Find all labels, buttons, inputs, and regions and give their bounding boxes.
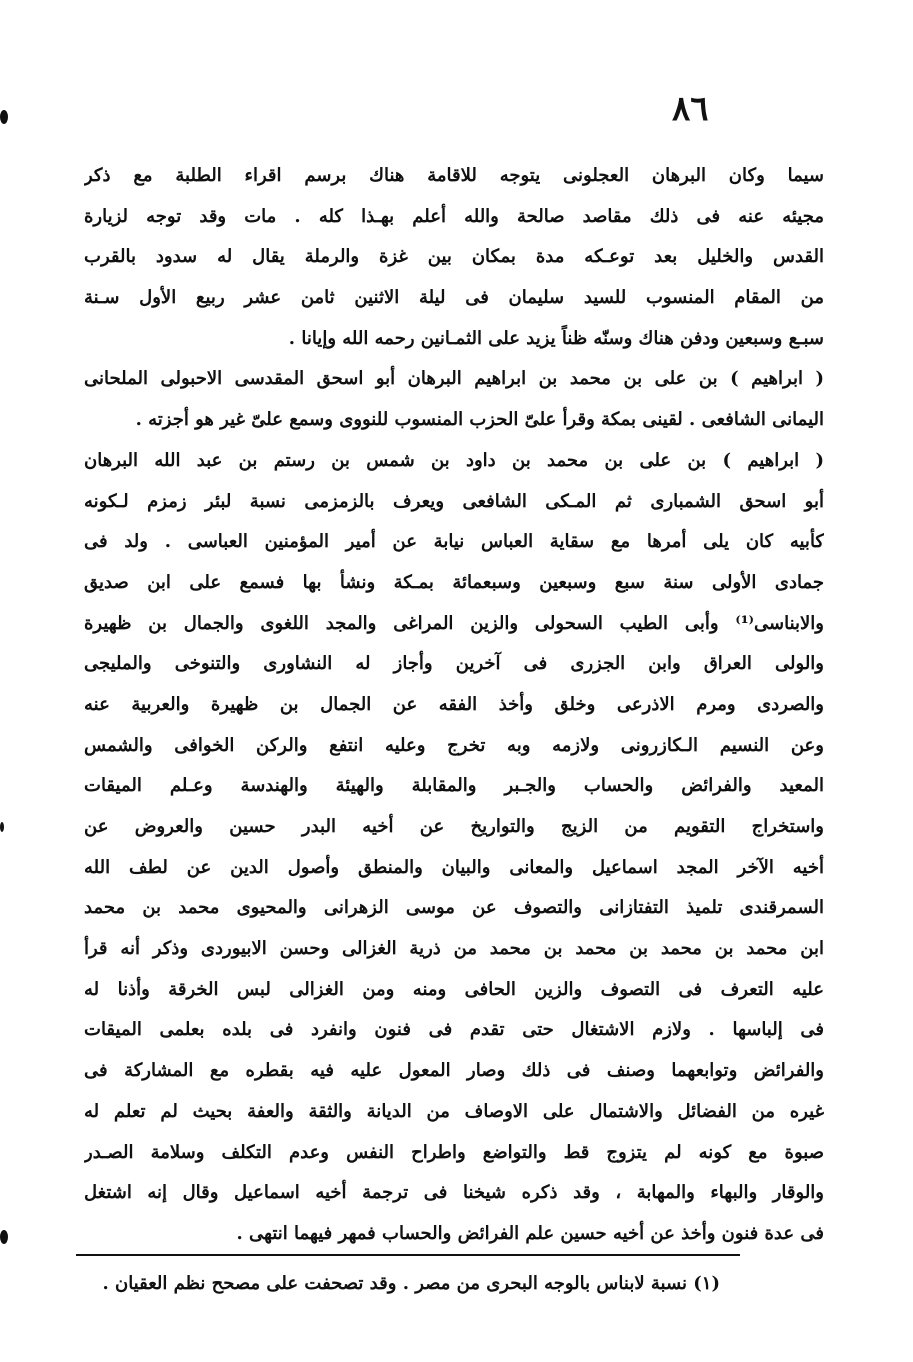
text-line: وعن النسيم الـكازرونى ولازمه وبه تخرج وعليه انتفع والركن الخوافى والشمس bbox=[84, 734, 824, 756]
text-line: السمرقندى تلميذ التفتازانى والتصوف عن موسى الزهرانى والمحيوى محمد بن محمد bbox=[84, 897, 824, 919]
text-line: والولى العراق وابن الجزرى فى آخرين وأجاز له النشاورى والتنوخى والمليجى bbox=[84, 653, 824, 675]
page-number: ٨٦ bbox=[672, 89, 709, 129]
text-line: ابن محمد بن محمد بن محمد بن محمد من ذرية الغزالى وحسن الابيوردى وذكر أنه قرأ bbox=[84, 938, 824, 960]
text-line: فى إلباسها . ولازم الاشتغال حتى تقدم فى فنون وانفرد فى بلده بعلمى الميقات bbox=[84, 1019, 824, 1041]
text-line: فى عدة فنون وأخذ عن أخيه حسين علم الفرائض والحساب فمهر فيهما انتهى . bbox=[236, 1222, 824, 1244]
text-line: والوقار والبهاء والمهابة ، وقد ذكره شيخنا فى ترجمة أخيه اسماعيل وقال إنه اشتغل bbox=[84, 1182, 824, 1204]
text-line: صبوة مع كونه لم يتزوج قط والتواضع واطراح النفس وعدم التكلف وسلامة الصـدر bbox=[84, 1141, 824, 1163]
margin-mark bbox=[0, 110, 8, 124]
text-line: سبـع وسبعين ودفن هناك وسنّه ظناً يزيد على الثمـانين رحمه الله وإيانا . bbox=[288, 327, 824, 349]
footnote: (١) نسبة لابناس بالوجه البحرى من مصر . وقد تصحفت على مصحح نظم العقيان . bbox=[102, 1273, 720, 1294]
text-line: والفرائض وتوابعهما وصنف فى ذلك وصار المعول عليه فيه بقطره مع المشاركة فى bbox=[84, 1060, 824, 1082]
text-line: مجيئه عنه فى ذلك مقاصد صالحة والله أعلم بهـذا كله . مات وقد توجه لزيارة bbox=[84, 205, 824, 227]
text-line: جمادى الأولى سنة سبع وسبعين وسبعمائة بمـكة ونشأ بها فسمع على ابن صديق bbox=[84, 571, 824, 593]
text-line: سيما وكان البرهان العجلونى يتوجه للاقامة هناك برسم اقراء الطلبة مع ذكر bbox=[84, 165, 824, 186]
text-line: من المقام المنسوب للسيد سليمان فى ليلة الاثنين ثامن عشر ربيع الأول سـنة bbox=[84, 287, 824, 309]
text-line: أخيه الآخر المجد اسماعيل والمعانى والبيان والمنطق وأصول الدين عن لطف الله bbox=[84, 856, 824, 878]
body-text bbox=[84, 156, 824, 1255]
text-line: اليمانى الشافعى . لقينى بمكة وقرأ علىّ الحزب المنسوب للنووى وسمع علىّ غير هو أجزته . bbox=[135, 409, 824, 431]
entry-line: ( ابراهيم ) بن على بن محمد بن ابراهيم البرهان أبو اسحق المقدسى الاحبولى الملحانى bbox=[84, 368, 824, 390]
text-line: القدس والخليل بعد توعـكه مدة بمكان بين غزة والرملة يقال له سدود بالقرب bbox=[84, 246, 824, 268]
text-line: أبو اسحق الشمبارى ثم المـكى الشافعى ويعرف بالزمزمى نسبة لبئر زمزم لـكونه bbox=[84, 490, 824, 512]
text-line: واستخراج التقويم من الزيج والتواريخ عن أخيه البدر حسين والعروض عن bbox=[84, 816, 824, 837]
margin-mark bbox=[0, 1230, 8, 1244]
text-line: عليه التعرف فى التصوف والزين الحافى ومنه ومن الغزالى لبس الخرقة وأذنا له bbox=[84, 978, 824, 1000]
text-line: والصردى ومرم الاذرعى وخلق وأخذ الفقه عن الجمال بن ظهيرة والعربية عنه bbox=[84, 693, 824, 715]
entry-line: ( ابراهيم ) بن على بن محمد بن داود بن شمس بن رستم بن عبد الله البرهان bbox=[84, 449, 824, 471]
text-line: والابناسى⁽¹⁾ وأبى الطيب السحولى والزين المراغى والمجد اللغوى والجمال بن ظهيرة bbox=[84, 612, 824, 634]
text-line: المعيد والفرائض والحساب والجـبر والمقابلة والهيئة والهندسة وعـلم الميقات bbox=[84, 775, 824, 797]
text-line: كأبيه كان يلى أمرها مع سقاية العباس نيابة عن أمير المؤمنين العباسى . ولد فى bbox=[84, 531, 824, 553]
margin-mark bbox=[0, 822, 4, 832]
text-line: غيره من الفضائل والاشتمال على الاوصاف من الديانة والثقة والعفة بحيث لم تعلم له bbox=[84, 1100, 824, 1122]
footnote-divider bbox=[76, 1254, 740, 1256]
